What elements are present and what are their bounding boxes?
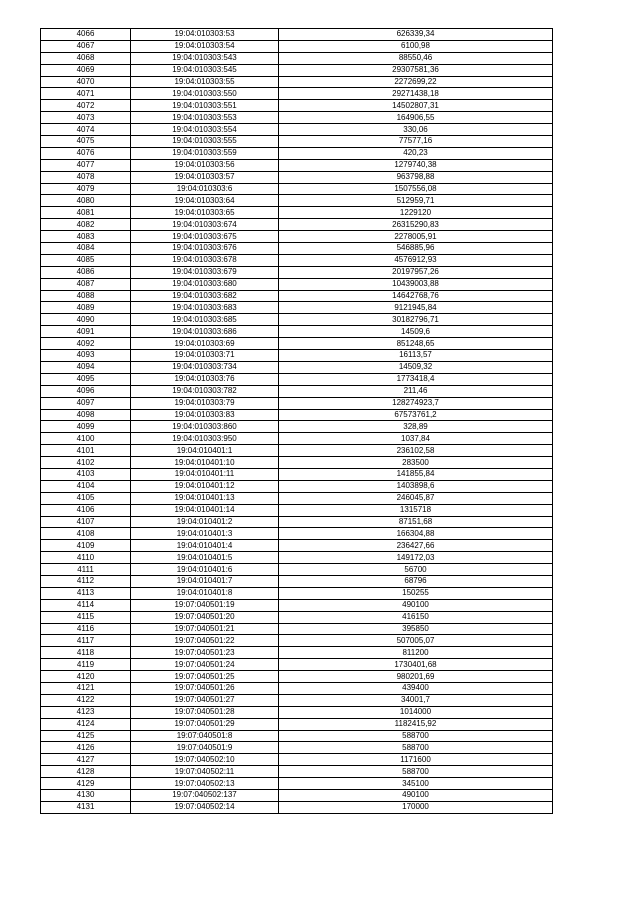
cadastral-value-cell: 490100 <box>279 599 553 611</box>
cadastral-number-cell: 19:04:010303:55 <box>131 76 279 88</box>
table-row <box>41 243 553 255</box>
cadastral-value-cell: 588700 <box>279 766 553 778</box>
table-row <box>41 52 553 64</box>
cadastral-value-cell: 588700 <box>279 730 553 742</box>
table-row <box>41 564 553 576</box>
row-number-cell: 4112 <box>41 575 131 587</box>
cadastral-value-cell: 395850 <box>279 623 553 635</box>
table-row <box>41 599 553 611</box>
cadastral-value-cell: 2272699,22 <box>279 76 553 88</box>
row-number-cell: 4126 <box>41 742 131 754</box>
cadastral-number-cell: 19:04:010401:11 <box>131 468 279 480</box>
row-number-cell: 4092 <box>41 338 131 350</box>
cadastral-value-cell: 980201,69 <box>279 671 553 683</box>
cadastral-number-cell: 19:04:010401:3 <box>131 528 279 540</box>
row-number-cell: 4127 <box>41 754 131 766</box>
row-number-cell: 4094 <box>41 361 131 373</box>
row-number-cell: 4100 <box>41 433 131 445</box>
table-row <box>41 457 553 469</box>
table-row <box>41 326 553 338</box>
cadastral-number-cell: 19:07:040502:11 <box>131 766 279 778</box>
table-row <box>41 433 553 445</box>
cadastral-value-cell: 507005,07 <box>279 635 553 647</box>
cadastral-number-cell: 19:04:010303:676 <box>131 243 279 255</box>
cadastral-number-cell: 19:04:010303:65 <box>131 207 279 219</box>
cadastral-number-cell: 19:04:010401:12 <box>131 480 279 492</box>
table-row <box>41 397 553 409</box>
cadastral-value-cell: 330,06 <box>279 124 553 136</box>
row-number-cell: 4087 <box>41 278 131 290</box>
row-number-cell: 4069 <box>41 64 131 76</box>
cadastral-number-cell: 19:04:010303:950 <box>131 433 279 445</box>
row-number-cell: 4067 <box>41 40 131 52</box>
table-row <box>41 40 553 52</box>
row-number-cell: 4106 <box>41 504 131 516</box>
row-number-cell: 4119 <box>41 659 131 671</box>
row-number-cell: 4131 <box>41 801 131 813</box>
row-number-cell: 4096 <box>41 385 131 397</box>
table-row <box>41 706 553 718</box>
cadastral-value-cell: 6100,98 <box>279 40 553 52</box>
table-row <box>41 159 553 171</box>
cadastral-number-cell: 19:04:010303:550 <box>131 88 279 100</box>
row-number-cell: 4099 <box>41 421 131 433</box>
table-row <box>41 385 553 397</box>
table-row <box>41 468 553 480</box>
cadastral-value-cell: 68796 <box>279 575 553 587</box>
table-row <box>41 147 553 159</box>
cadastral-value-cell: 420,23 <box>279 147 553 159</box>
table-row <box>41 587 553 599</box>
row-number-cell: 4104 <box>41 480 131 492</box>
row-number-cell: 4079 <box>41 183 131 195</box>
cadastral-value-cell: 34001,7 <box>279 694 553 706</box>
row-number-cell: 4128 <box>41 766 131 778</box>
table-row <box>41 659 553 671</box>
cadastral-number-cell: 19:04:010303:782 <box>131 385 279 397</box>
cadastral-value-cell: 9121945,84 <box>279 302 553 314</box>
table-row <box>41 540 553 552</box>
table-row <box>41 88 553 100</box>
cadastral-value-cell: 14502807,31 <box>279 100 553 112</box>
row-number-cell: 4080 <box>41 195 131 207</box>
table-row <box>41 611 553 623</box>
cadastral-number-cell: 19:07:040501:20 <box>131 611 279 623</box>
table-row <box>41 623 553 635</box>
table-row <box>41 516 553 528</box>
row-number-cell: 4101 <box>41 445 131 457</box>
cadastral-number-cell: 19:04:010401:13 <box>131 492 279 504</box>
table-row <box>41 504 553 516</box>
cadastral-number-cell: 19:04:010401:7 <box>131 575 279 587</box>
cadastral-value-cell: 56700 <box>279 564 553 576</box>
row-number-cell: 4107 <box>41 516 131 528</box>
row-number-cell: 4090 <box>41 314 131 326</box>
row-number-cell: 4116 <box>41 623 131 635</box>
cadastral-value-cell: 626339,34 <box>279 29 553 41</box>
table-row <box>41 219 553 231</box>
row-number-cell: 4068 <box>41 52 131 64</box>
row-number-cell: 4088 <box>41 290 131 302</box>
cadastral-number-cell: 19:04:010303:555 <box>131 136 279 148</box>
row-number-cell: 4083 <box>41 231 131 243</box>
row-number-cell: 4111 <box>41 564 131 576</box>
cadastral-number-cell: 19:04:010303:683 <box>131 302 279 314</box>
cadastral-value-cell: 439400 <box>279 682 553 694</box>
table-row <box>41 790 553 802</box>
cadastral-number-cell: 19:04:010303:54 <box>131 40 279 52</box>
cadastral-value-cell: 236102,58 <box>279 445 553 457</box>
cadastral-number-cell: 19:04:010303:83 <box>131 409 279 421</box>
table-row <box>41 112 553 124</box>
table-row <box>41 647 553 659</box>
cadastral-number-cell: 19:07:040501:23 <box>131 647 279 659</box>
table-row <box>41 492 553 504</box>
row-number-cell: 4121 <box>41 682 131 694</box>
cadastral-number-cell: 19:07:040501:27 <box>131 694 279 706</box>
table-row <box>41 421 553 433</box>
cadastral-number-cell: 19:04:010303:675 <box>131 231 279 243</box>
row-number-cell: 4081 <box>41 207 131 219</box>
row-number-cell: 4093 <box>41 350 131 362</box>
table-row <box>41 207 553 219</box>
cadastral-value-cell: 77577,16 <box>279 136 553 148</box>
cadastral-value-cell: 166304,88 <box>279 528 553 540</box>
table-row <box>41 766 553 778</box>
cadastral-value-cell: 150255 <box>279 587 553 599</box>
cadastral-value-cell: 1182415,92 <box>279 718 553 730</box>
row-number-cell: 4115 <box>41 611 131 623</box>
cadastral-value-cell: 588700 <box>279 742 553 754</box>
cadastral-number-cell: 19:04:010303:6 <box>131 183 279 195</box>
row-number-cell: 4108 <box>41 528 131 540</box>
row-number-cell: 4073 <box>41 112 131 124</box>
cadastral-value-cell: 1773418,4 <box>279 373 553 385</box>
cadastral-value-cell: 2278005,91 <box>279 231 553 243</box>
cadastral-number-cell: 19:04:010303:71 <box>131 350 279 362</box>
cadastral-value-cell: 14642768,76 <box>279 290 553 302</box>
cadastral-value-cell: 14509,6 <box>279 326 553 338</box>
row-number-cell: 4071 <box>41 88 131 100</box>
row-number-cell: 4095 <box>41 373 131 385</box>
table-row <box>41 76 553 88</box>
table-row <box>41 361 553 373</box>
table-row <box>41 730 553 742</box>
row-number-cell: 4123 <box>41 706 131 718</box>
table-row <box>41 528 553 540</box>
cadastral-number-cell: 19:07:040501:29 <box>131 718 279 730</box>
table-row <box>41 64 553 76</box>
row-number-cell: 4091 <box>41 326 131 338</box>
cadastral-number-cell: 19:07:040501:28 <box>131 706 279 718</box>
cadastral-value-cell: 416150 <box>279 611 553 623</box>
cadastral-value-cell: 87151,68 <box>279 516 553 528</box>
cadastral-number-cell: 19:04:010303:553 <box>131 112 279 124</box>
row-number-cell: 4070 <box>41 76 131 88</box>
table-row <box>41 742 553 754</box>
cadastral-number-cell: 19:04:010401:14 <box>131 504 279 516</box>
cadastral-number-cell: 19:04:010303:53 <box>131 29 279 41</box>
table-row <box>41 480 553 492</box>
row-number-cell: 4113 <box>41 587 131 599</box>
cadastral-value-cell: 4576912,93 <box>279 254 553 266</box>
table-row <box>41 635 553 647</box>
row-number-cell: 4077 <box>41 159 131 171</box>
cadastral-value-cell: 1315718 <box>279 504 553 516</box>
cadastral-value-cell: 164906,55 <box>279 112 553 124</box>
cadastral-number-cell: 19:07:040502:137 <box>131 790 279 802</box>
row-number-cell: 4125 <box>41 730 131 742</box>
table-row <box>41 254 553 266</box>
row-number-cell: 4075 <box>41 136 131 148</box>
cadastral-value-cell: 283500 <box>279 457 553 469</box>
cadastral-number-cell: 19:07:040502:13 <box>131 778 279 790</box>
cadastral-number-cell: 19:04:010303:559 <box>131 147 279 159</box>
cadastral-number-cell: 19:04:010401:2 <box>131 516 279 528</box>
row-number-cell: 4082 <box>41 219 131 231</box>
cadastral-value-cell: 512959,71 <box>279 195 553 207</box>
cadastral-number-cell: 19:04:010401:4 <box>131 540 279 552</box>
cadastral-value-cell: 10439003,88 <box>279 278 553 290</box>
table-row <box>41 373 553 385</box>
cadastral-number-cell: 19:07:040501:19 <box>131 599 279 611</box>
row-number-cell: 4074 <box>41 124 131 136</box>
cadastral-number-cell: 19:07:040501:22 <box>131 635 279 647</box>
cadastral-number-cell: 19:04:010401:6 <box>131 564 279 576</box>
table-row <box>41 290 553 302</box>
cadastral-value-cell: 246045,87 <box>279 492 553 504</box>
table-row <box>41 171 553 183</box>
cadastral-value-table <box>40 28 553 814</box>
table-row <box>41 278 553 290</box>
cadastral-number-cell: 19:07:040501:24 <box>131 659 279 671</box>
cadastral-value-cell: 345100 <box>279 778 553 790</box>
row-number-cell: 4117 <box>41 635 131 647</box>
cadastral-number-cell: 19:04:010303:680 <box>131 278 279 290</box>
cadastral-number-cell: 19:07:040501:8 <box>131 730 279 742</box>
cadastral-value-cell: 149172,03 <box>279 552 553 564</box>
cadastral-number-cell: 19:04:010303:678 <box>131 254 279 266</box>
cadastral-number-cell: 19:07:040501:26 <box>131 682 279 694</box>
row-number-cell: 4103 <box>41 468 131 480</box>
cadastral-value-cell: 1037,84 <box>279 433 553 445</box>
cadastral-value-cell: 1403898,6 <box>279 480 553 492</box>
row-number-cell: 4085 <box>41 254 131 266</box>
cadastral-value-cell: 1229120 <box>279 207 553 219</box>
table-row <box>41 409 553 421</box>
cadastral-number-cell: 19:04:010303:69 <box>131 338 279 350</box>
cadastral-value-cell: 1014000 <box>279 706 553 718</box>
cadastral-value-cell: 20197957,26 <box>279 266 553 278</box>
cadastral-value-cell: 811200 <box>279 647 553 659</box>
row-number-cell: 4089 <box>41 302 131 314</box>
row-number-cell: 4129 <box>41 778 131 790</box>
cadastral-number-cell: 19:04:010303:545 <box>131 64 279 76</box>
cadastral-number-cell: 19:04:010303:674 <box>131 219 279 231</box>
table-row <box>41 124 553 136</box>
cadastral-number-cell: 19:07:040502:14 <box>131 801 279 813</box>
cadastral-number-cell: 19:07:040501:21 <box>131 623 279 635</box>
cadastral-number-cell: 19:04:010303:76 <box>131 373 279 385</box>
table-row <box>41 445 553 457</box>
table-row <box>41 100 553 112</box>
table-row <box>41 29 553 41</box>
cadastral-value-cell: 211,46 <box>279 385 553 397</box>
table-row <box>41 778 553 790</box>
cadastral-number-cell: 19:04:010303:860 <box>131 421 279 433</box>
table-row <box>41 195 553 207</box>
row-number-cell: 4066 <box>41 29 131 41</box>
cadastral-number-cell: 19:04:010303:64 <box>131 195 279 207</box>
table-row <box>41 302 553 314</box>
cadastral-value-cell: 851248,65 <box>279 338 553 350</box>
cadastral-value-cell: 546885,96 <box>279 243 553 255</box>
table-row <box>41 671 553 683</box>
cadastral-value-cell: 16113,57 <box>279 350 553 362</box>
cadastral-value-cell: 128274923,7 <box>279 397 553 409</box>
row-number-cell: 4098 <box>41 409 131 421</box>
cadastral-number-cell: 19:04:010303:543 <box>131 52 279 64</box>
table-row <box>41 338 553 350</box>
cadastral-value-cell: 170000 <box>279 801 553 813</box>
row-number-cell: 4130 <box>41 790 131 802</box>
cadastral-number-cell: 19:04:010401:5 <box>131 552 279 564</box>
cadastral-value-cell: 26315290,83 <box>279 219 553 231</box>
table-row <box>41 718 553 730</box>
row-number-cell: 4084 <box>41 243 131 255</box>
cadastral-value-cell: 490100 <box>279 790 553 802</box>
cadastral-value-cell: 88550,46 <box>279 52 553 64</box>
cadastral-number-cell: 19:04:010303:57 <box>131 171 279 183</box>
cadastral-number-cell: 19:07:040502:10 <box>131 754 279 766</box>
cadastral-number-cell: 19:04:010401:10 <box>131 457 279 469</box>
cadastral-number-cell: 19:04:010401:1 <box>131 445 279 457</box>
table-body <box>41 29 553 814</box>
row-number-cell: 4086 <box>41 266 131 278</box>
cadastral-value-cell: 328,89 <box>279 421 553 433</box>
table-row <box>41 694 553 706</box>
cadastral-value-cell: 963798,88 <box>279 171 553 183</box>
row-number-cell: 4102 <box>41 457 131 469</box>
cadastral-value-cell: 29307581,36 <box>279 64 553 76</box>
row-number-cell: 4076 <box>41 147 131 159</box>
table-row <box>41 575 553 587</box>
cadastral-number-cell: 19:04:010303:685 <box>131 314 279 326</box>
row-number-cell: 4122 <box>41 694 131 706</box>
row-number-cell: 4105 <box>41 492 131 504</box>
table-row <box>41 183 553 195</box>
cadastral-number-cell: 19:07:040501:25 <box>131 671 279 683</box>
cadastral-number-cell: 19:04:010303:79 <box>131 397 279 409</box>
table-row <box>41 552 553 564</box>
row-number-cell: 4078 <box>41 171 131 183</box>
cadastral-number-cell: 19:04:010303:686 <box>131 326 279 338</box>
cadastral-number-cell: 19:04:010303:682 <box>131 290 279 302</box>
row-number-cell: 4120 <box>41 671 131 683</box>
cadastral-number-cell: 19:04:010401:8 <box>131 587 279 599</box>
row-number-cell: 4114 <box>41 599 131 611</box>
cadastral-number-cell: 19:04:010303:554 <box>131 124 279 136</box>
row-number-cell: 4110 <box>41 552 131 564</box>
table-row <box>41 314 553 326</box>
cadastral-value-cell: 236427,66 <box>279 540 553 552</box>
row-number-cell: 4097 <box>41 397 131 409</box>
cadastral-value-cell: 29271438,18 <box>279 88 553 100</box>
cadastral-value-cell: 141855,84 <box>279 468 553 480</box>
cadastral-number-cell: 19:07:040501:9 <box>131 742 279 754</box>
cadastral-number-cell: 19:04:010303:56 <box>131 159 279 171</box>
cadastral-number-cell: 19:04:010303:551 <box>131 100 279 112</box>
row-number-cell: 4124 <box>41 718 131 730</box>
cadastral-value-cell: 1507556,08 <box>279 183 553 195</box>
table-row <box>41 801 553 813</box>
cadastral-number-cell: 19:04:010303:679 <box>131 266 279 278</box>
row-number-cell: 4109 <box>41 540 131 552</box>
table-row <box>41 682 553 694</box>
cadastral-number-cell: 19:04:010303:734 <box>131 361 279 373</box>
table-row <box>41 231 553 243</box>
cadastral-value-cell: 1279740,38 <box>279 159 553 171</box>
cadastral-value-cell: 14509,32 <box>279 361 553 373</box>
table-row <box>41 136 553 148</box>
cadastral-value-cell: 30182796,71 <box>279 314 553 326</box>
table-row <box>41 754 553 766</box>
table-row <box>41 350 553 362</box>
row-number-cell: 4072 <box>41 100 131 112</box>
table-row <box>41 266 553 278</box>
cadastral-value-cell: 67573761,2 <box>279 409 553 421</box>
row-number-cell: 4118 <box>41 647 131 659</box>
cadastral-value-cell: 1730401,68 <box>279 659 553 671</box>
cadastral-value-cell: 1171600 <box>279 754 553 766</box>
